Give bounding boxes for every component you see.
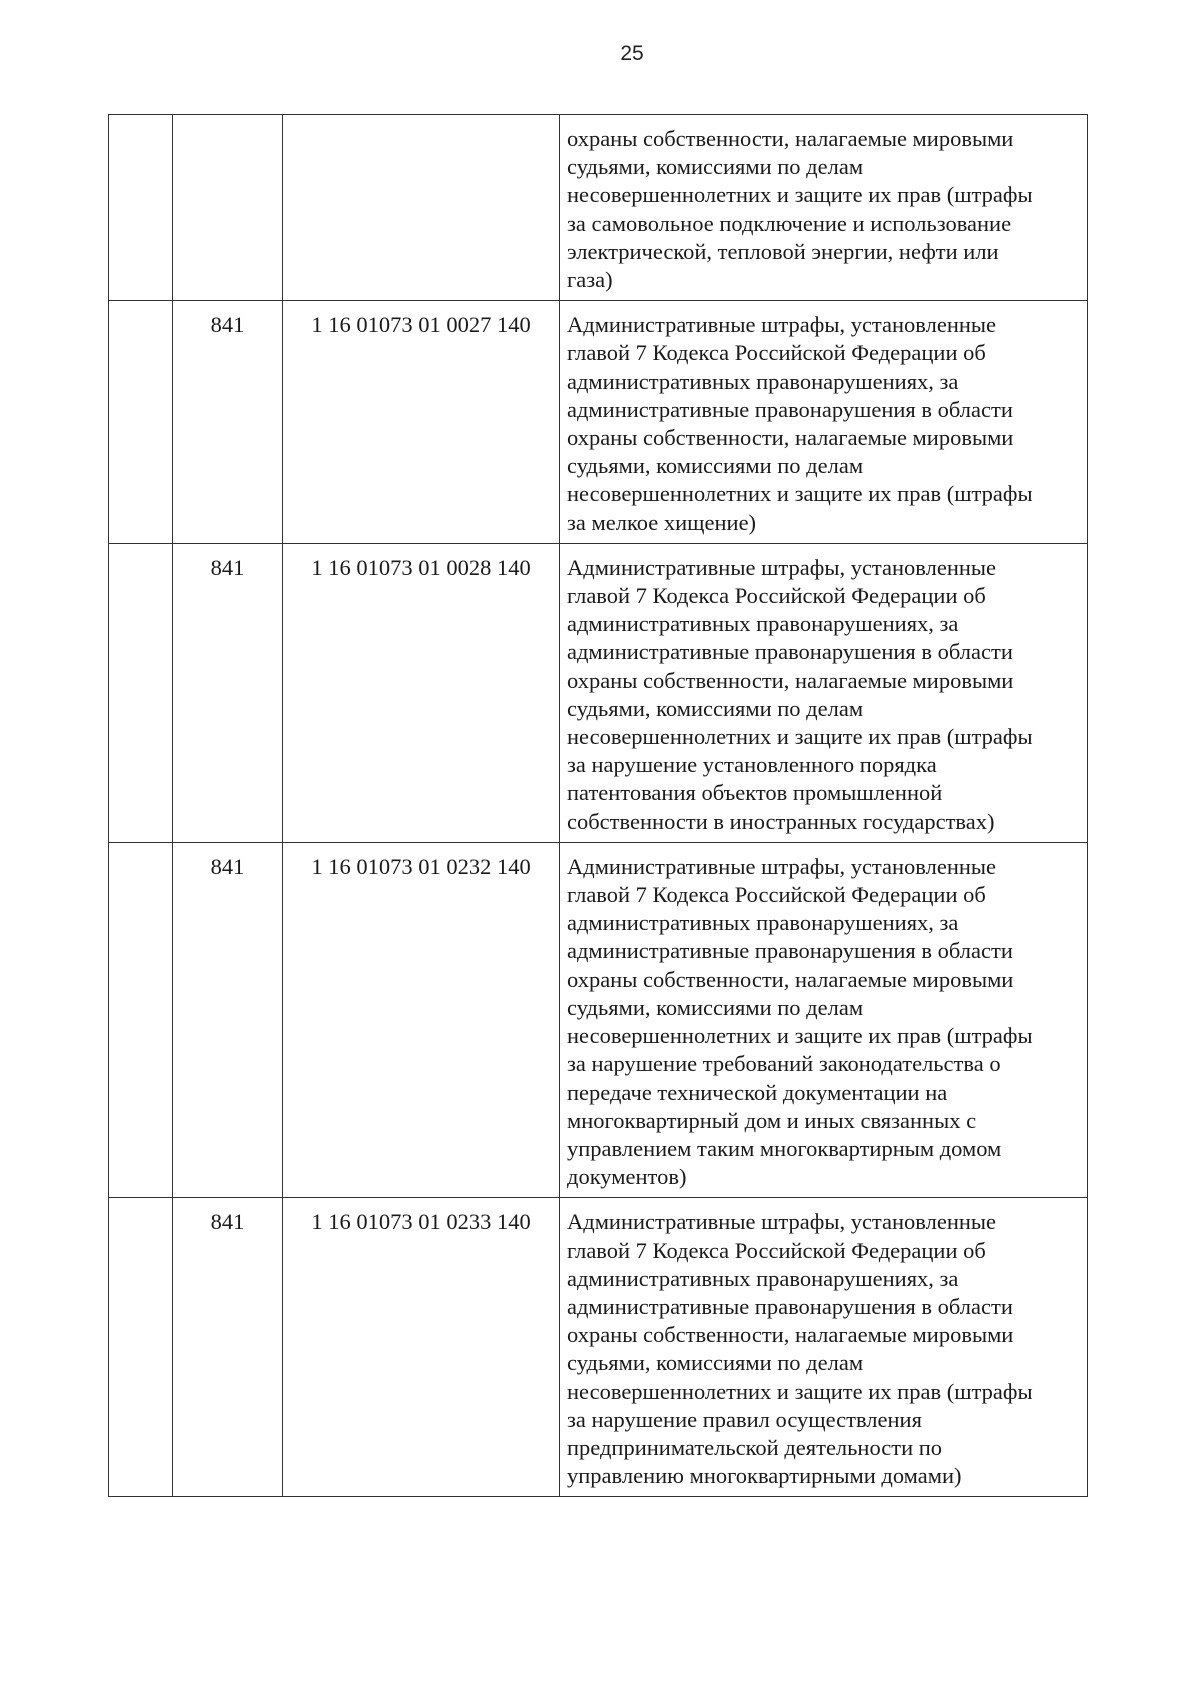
description-line: за мелкое хищение)	[567, 509, 757, 535]
description-line: за самовольное подключение и использование	[567, 210, 1012, 236]
description-line: собственности в иностранных государствах)	[567, 808, 995, 834]
description-line: судьями, комиссиями по делам	[567, 453, 864, 479]
admin-code-cell: 841	[173, 842, 283, 1197]
admin-code-cell	[173, 115, 283, 301]
description-line: за нарушение установленного порядка	[567, 752, 937, 778]
description-cell	[560, 115, 1088, 301]
description-line: административные правонарушения в области	[567, 938, 1013, 964]
description-line: управлением таким многоквартирным домом	[567, 1135, 1002, 1161]
description-line: электрической, тепловой энергии, нефти или	[567, 238, 999, 264]
table-row	[109, 543, 1088, 842]
description-line: предпринимательской деятельности по	[567, 1434, 943, 1460]
description-line: судьями, комиссиями по делам	[567, 994, 864, 1020]
description-line: газа)	[567, 267, 613, 293]
table-body	[109, 115, 1088, 1497]
description-line: главой 7 Кодекса Российской Федерации об	[567, 583, 986, 609]
description-line: Административные штрафы, установленные	[567, 853, 997, 879]
description-line: Административные штрафы, установленные	[567, 312, 997, 338]
kbk-code-cell	[283, 115, 560, 301]
description-line: патентования объектов промышленной	[567, 780, 943, 806]
admin-code-cell: 841	[173, 543, 283, 842]
table-row	[109, 1198, 1088, 1497]
description-cell	[560, 842, 1088, 1197]
description-line: охраны собственности, налагаемые мировыми	[567, 966, 1014, 992]
description-line: административных правонарушениях, за	[567, 910, 959, 936]
row-number-cell	[109, 115, 173, 301]
description-line: управлению многоквартирными домами)	[567, 1463, 962, 1489]
admin-code-cell: 841	[173, 1198, 283, 1497]
table-row	[109, 115, 1088, 301]
description-line: несовершеннолетних и защите их прав (штрафы	[567, 724, 1033, 750]
row-number-cell	[109, 1198, 173, 1497]
description-line: передаче технической документации на	[567, 1079, 948, 1105]
description-line: судьями, комиссиями по делам	[567, 1350, 864, 1376]
description-line: административных правонарушениях, за	[567, 611, 959, 637]
description-line: административные правонарушения в области	[567, 396, 1013, 422]
description-line: охраны собственности, налагаемые мировыми	[567, 667, 1014, 693]
description-line: несовершеннолетних и защите их прав (штрафы	[567, 1023, 1033, 1049]
description-line: документов)	[567, 1164, 687, 1190]
row-number-cell	[109, 301, 173, 544]
description-line: несовершеннолетних и защите их прав (штрафы	[567, 1378, 1033, 1404]
table-row	[109, 842, 1088, 1197]
description-line: Административные штрафы, установленные	[567, 554, 997, 580]
kbk-code-cell: 1 16 01073 01 0233 140	[283, 1198, 560, 1497]
description-line: несовершеннолетних и защите их прав (штрафы	[567, 182, 1033, 208]
description-line: Административные штрафы, установленные	[567, 1209, 997, 1235]
description-cell	[560, 1198, 1088, 1497]
description-line: охраны собственности, налагаемые мировыми	[567, 425, 1014, 451]
budget-codes-table	[108, 114, 1088, 1497]
description-line: охраны собственности, налагаемые мировыми	[567, 126, 1014, 151]
row-number-cell	[109, 842, 173, 1197]
description-line: административные правонарушения в области	[567, 639, 1013, 665]
description-line: административные правонарушения в области	[567, 1293, 1013, 1319]
description-line: главой 7 Кодекса Российской Федерации об	[567, 882, 986, 908]
table-row	[109, 301, 1088, 544]
description-line: за нарушение требований законодательства о	[567, 1051, 1001, 1077]
kbk-code-cell: 1 16 01073 01 0027 140	[283, 301, 560, 544]
kbk-code-cell: 1 16 01073 01 0028 140	[283, 543, 560, 842]
description-line: главой 7 Кодекса Российской Федерации об	[567, 1237, 986, 1263]
page-number: 25	[620, 42, 644, 65]
description-line: охраны собственности, налагаемые мировыми	[567, 1322, 1014, 1348]
description-line: главой 7 Кодекса Российской Федерации об	[567, 340, 986, 366]
description-line: судьями, комиссиями по делам	[567, 154, 864, 180]
admin-code-cell: 841	[173, 301, 283, 544]
description-line: административных правонарушениях, за	[567, 1265, 959, 1291]
description-cell	[560, 301, 1088, 544]
description-line: административных правонарушениях, за	[567, 368, 959, 394]
description-line: за нарушение правил осуществления	[567, 1406, 922, 1432]
row-number-cell	[109, 543, 173, 842]
description-line: несовершеннолетних и защите их прав (штрафы	[567, 481, 1033, 507]
kbk-code-cell: 1 16 01073 01 0232 140	[283, 842, 560, 1197]
description-cell	[560, 543, 1088, 842]
description-line: судьями, комиссиями по делам	[567, 695, 864, 721]
description-line: многоквартирный дом и иных связанных с	[567, 1107, 977, 1133]
